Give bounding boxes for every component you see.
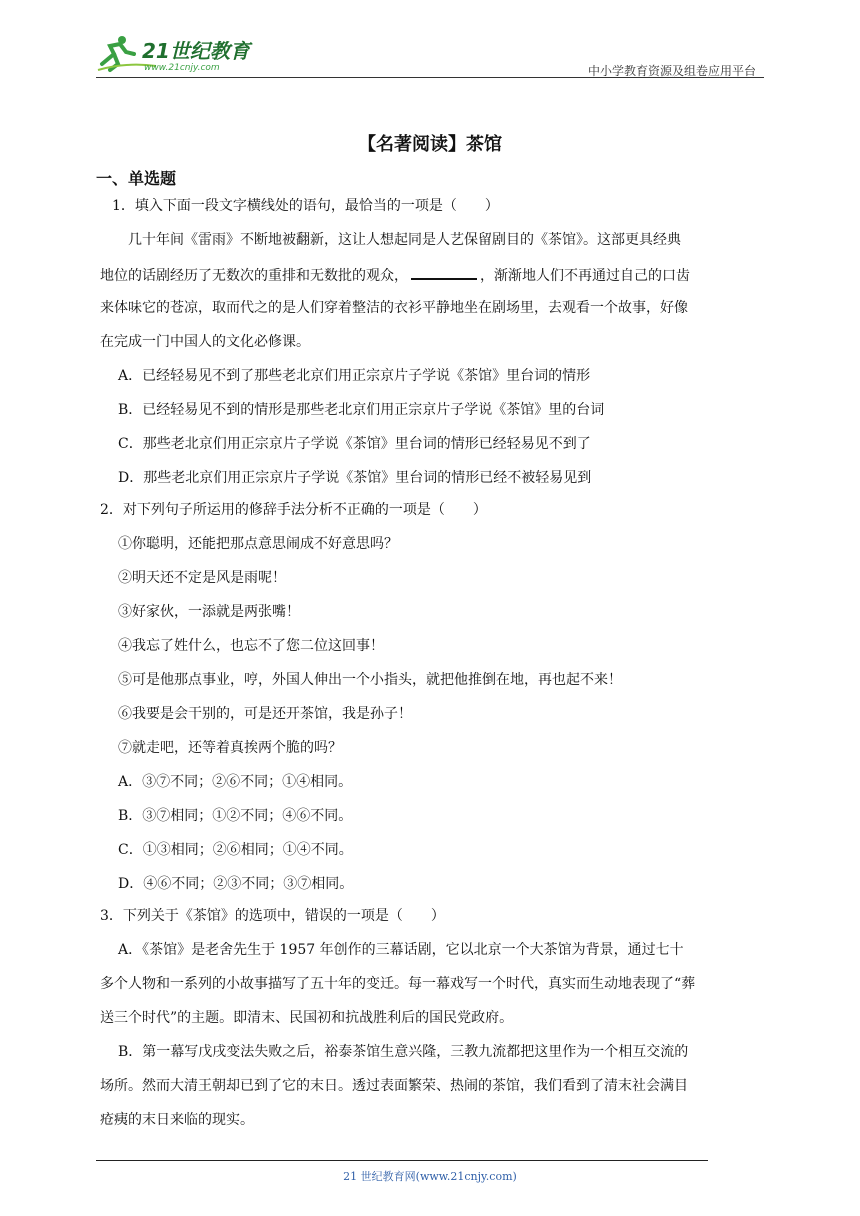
q1-option: B．已经轻易见不到的情形是那些老北京们用正宗京片子学说《茶馆》里的台词 — [118, 402, 605, 418]
q2-option: C．①③相同；②⑥相同；①④不同。 — [118, 842, 353, 858]
footer-link[interactable]: 21 世纪教育网(www.21cnjy.com) — [343, 1170, 517, 1183]
q1-passage-text: 地位的话剧经历了无数次的重排和无数批的观众， — [100, 268, 408, 284]
runner-logo-icon — [96, 34, 266, 74]
q2-sentence: ⑥我要是会干别的，可是还开茶馆，我是孙子！ — [118, 706, 412, 722]
q2-option: A．③⑦不同；②⑥不同；①④相同。 — [118, 774, 353, 790]
q2-sentence: ②明天还不定是风是雨呢！ — [118, 570, 286, 586]
q1-passage-line: 几十年间《雷雨》不断地被翻新，这让人想起同是人艺保留剧目的《茶馆》。这部更具经典 — [128, 232, 681, 248]
q1-stem: 1．填入下面一段文字横线处的语句，最恰当的一项是（ ） — [112, 198, 499, 214]
q2-sentence: ⑦就走吧，还等着真挨两个脆的吗？ — [118, 740, 342, 756]
q2-option: B．③⑦相同；①②不同；④⑥不同。 — [118, 808, 353, 824]
footer-divider — [96, 1160, 708, 1161]
q3-stem: 3．下列关于《茶馆》的选项中，错误的一项是（ ） — [100, 908, 445, 924]
q1-option: C．那些老北京们用正宗京片子学说《茶馆》里台词的情形已经轻易见不到了 — [118, 436, 591, 452]
logo-text: 21世纪教育 — [142, 39, 250, 63]
q1-passage-line — [100, 264, 690, 286]
q2-stem: 2．对下列句子所运用的修辞手法分析不正确的一项是（ ） — [100, 502, 487, 518]
platform-name: 中小学教育资源及组卷应用平台 — [587, 64, 756, 78]
q3-option-a: 送三个时代”的主题。即清末、民国初和抗战胜利后的国民党政府。 — [100, 1010, 514, 1026]
q3-option-b: B．第一幕写戊戌变法失败之后，裕泰茶馆生意兴隆，三教九流都把这里作为一个相互交流的 — [118, 1044, 689, 1060]
section-heading: 一、单选题 — [96, 169, 177, 188]
q1-passage-line: 在完成一门中国人的文化必修课。 — [100, 334, 310, 350]
q3-option-a: A．《茶馆》是老舍先生于 1957 年创作的三幕话剧，它以北京一个大茶馆为背景，通过七十 — [118, 942, 684, 958]
q2-option: D．④⑥不同；②③不同；③⑦相同。 — [118, 876, 354, 892]
page-title: 【名著阅读】茶馆 — [358, 134, 502, 155]
q2-sentence: ⑤可是他那点事业，哼，外国人伸出一个小指头，就把他推倒在地，再也起不来！ — [118, 672, 622, 688]
q2-sentence: ④我忘了姓什么，也忘不了您二位这回事！ — [118, 638, 384, 654]
q1-option: D．那些老北京们用正宗京片子学说《茶馆》里台词的情形已经不被轻易见到 — [118, 470, 592, 486]
q1-passage-text: ，渐渐地人们不再通过自己的口齿 — [480, 268, 690, 284]
q3-option-b: 场所。然而大清王朝却已到了它的末日。透过表面繁荣、热闹的茶馆，我们看到了清末社会满目 — [100, 1078, 688, 1094]
q2-sentence: ③好家伙，一添就是两张嘴！ — [118, 604, 300, 620]
q1-passage-line: 来体味它的苍凉，取而代之的是人们穿着整洁的衣衫平静地坐在剧场里，去观看一个故事，好像 — [100, 300, 688, 316]
answer-blank — [411, 264, 477, 280]
q3-option-a: 多个人物和一系列的小故事描写了五十年的变迁。每一幕戏写一个时代，真实而生动地表现了“葬 — [100, 976, 696, 992]
q3-option-b: 疮痍的末日来临的现实。 — [100, 1112, 254, 1128]
q1-option: A．已经轻易见不到了那些老北京们用正宗京片子学说《茶馆》里台词的情形 — [118, 368, 591, 384]
q2-sentence: ①你聪明，还能把那点意思闹成不好意思吗？ — [118, 536, 398, 552]
page-header — [96, 30, 764, 78]
site-logo[interactable] — [96, 34, 266, 74]
logo-url: www.21cnjy.com — [144, 63, 220, 73]
header-divider — [96, 77, 764, 78]
